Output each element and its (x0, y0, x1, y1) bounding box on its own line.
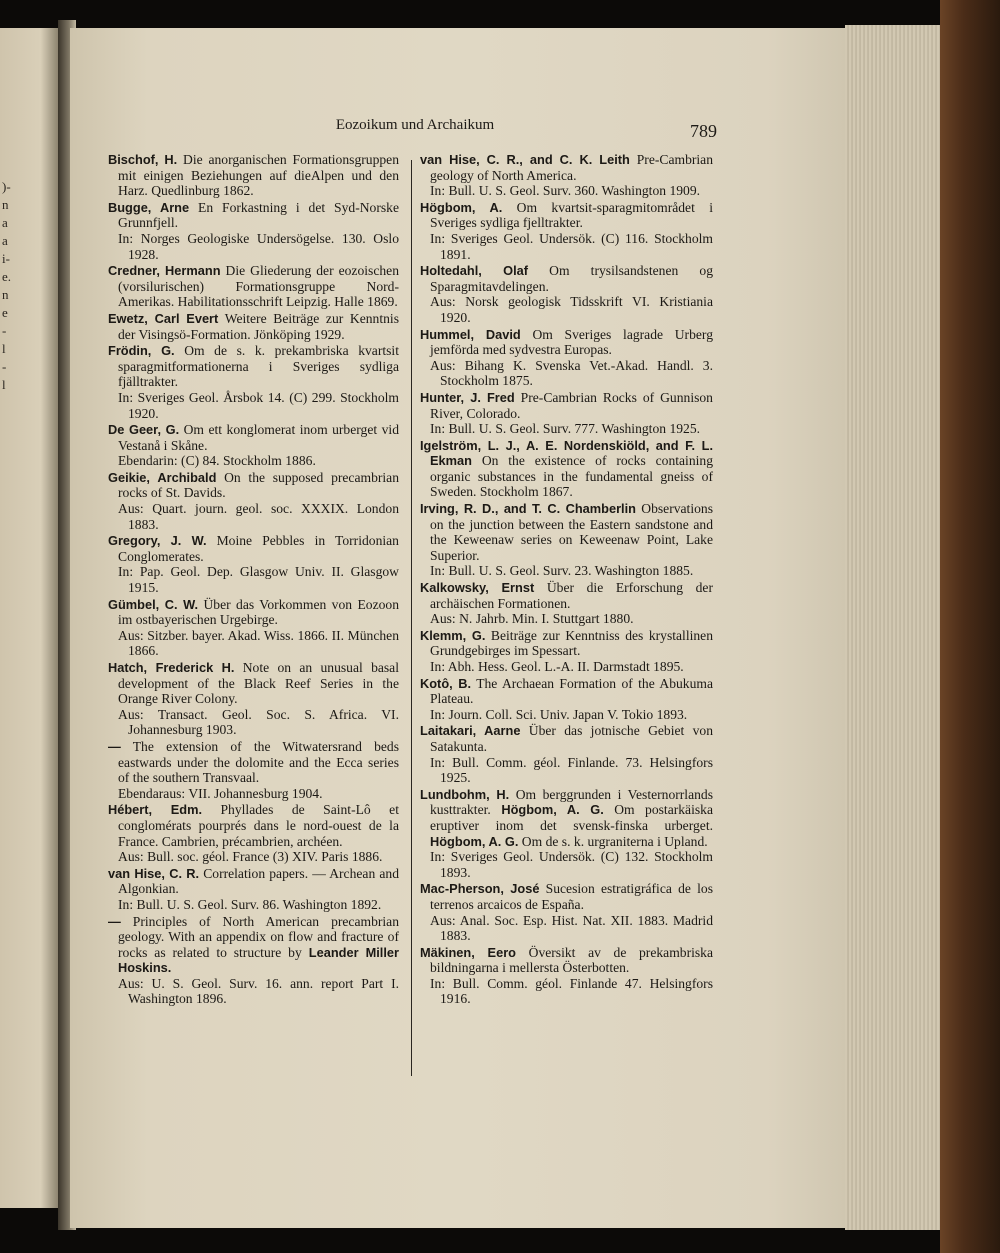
page-edges (845, 25, 940, 1230)
entry-title: Die anorganischen Formationsgruppen mit einigen Beziehungen auf dieAlpen und den Harz. Quedlinburg 1862. (118, 152, 399, 199)
bibliography-entry (420, 676, 713, 723)
entry-title: Översikt av de prekambriska bildningarna i mellersta Österbotten. (430, 944, 713, 976)
entry-author: Irving, R. D., and T. C. Chamberlin (420, 501, 636, 517)
entry-author: Gümbel, C. W. (108, 596, 199, 612)
entry-title: Om postarkäiska eruptiver inom det svensk-finska urberget. (430, 802, 713, 833)
bibliography-entry (108, 597, 399, 659)
bibliography-entry (420, 200, 713, 262)
entry-author: Frödin, G. (108, 343, 175, 359)
entry-citation (108, 660, 399, 707)
entry-coauthor: Högbom, A. G. (430, 833, 519, 849)
entry-source: In: Bull. Comm. géol. Finlande. 73. Helsingfors 1925. (430, 754, 713, 786)
entry-title: Correlation papers. — Archean and Algonkian. (118, 865, 399, 897)
fragment: - (2, 359, 7, 374)
entry-author: Ewetz, Carl Evert (108, 310, 219, 326)
fragment: i- (2, 251, 10, 266)
fragment: l (2, 341, 6, 356)
entry-author: Hummel, David (420, 326, 521, 342)
fragment: n (2, 197, 9, 212)
entry-source: Ebendarin: (C) 84. Stockholm 1886. (118, 453, 316, 469)
entry-source: In: Norges Geologiske Undersögelse. 130. Oslo 1928. (118, 230, 399, 262)
entry-author: Högbom, A. (420, 199, 503, 215)
entry-title: Om Sveriges lagrade Urberg jemförda med sydvestra Europas. (430, 326, 713, 358)
bibliography-entry (108, 343, 399, 421)
facing-page (0, 28, 58, 1208)
bibliography-entry (420, 881, 713, 943)
entry-title: Phyllades de Saint-Lô et conglomérats pourprés dans le nord-ouest de la France. Cambrien, précambrien, archéen. (118, 802, 399, 849)
bibliography-entry (108, 533, 399, 595)
fragment: a (2, 215, 8, 230)
bibliography-entry (108, 866, 399, 913)
entry-author: Igelström, L. J., A. E. Nordenskiöld, and F. L. Ekman (420, 437, 713, 469)
entry-author: van Hise, C. R., and C. K. Leith (420, 152, 630, 167)
entry-citation (108, 533, 399, 564)
entry-coauthor: Leander Miller Hoskins. (118, 944, 399, 976)
entry-title: Om trysilsandstenen og Sparagmitavdelingen. (430, 263, 713, 294)
entry-source: In: Abh. Hess. Geol. L.-A. II. Darmstadt 1895. (430, 659, 684, 674)
column-divider (411, 160, 412, 1076)
entry-source: In: Bull. Comm. géol. Finlande 47. Helsingfors 1916. (430, 975, 713, 1007)
entry-citation (420, 200, 713, 231)
bibliography-entry (420, 723, 713, 785)
bibliography-entry (420, 438, 713, 500)
entry-source: Aus: Quart. journ. geol. soc. XXXIX. London 1883. (118, 501, 399, 532)
bibliography-entry (420, 580, 713, 627)
running-header: Eozoikum und Archaikum (335, 117, 495, 133)
entry-author: Laitakari, Aarne (420, 723, 521, 739)
entry-author: Kotô, B. (420, 675, 472, 691)
bibliography-entry (108, 422, 399, 469)
bibliography-entry (108, 200, 399, 262)
bibliography-entry (108, 263, 399, 310)
entry-coauthor: Högbom, A. G. (490, 802, 604, 818)
entry-title: Note on an unusual basal development of the Black Reef Series in the Orange River Colony. (118, 660, 399, 707)
entry-author: Hatch, Frederick H. (108, 660, 235, 675)
entry-author: Holtedahl, Olaf (420, 263, 529, 279)
fragment: a (2, 233, 8, 248)
entry-citation (108, 343, 399, 390)
entry-title: Om ett konglomerat inom urberget vid Vestanå i Skåne. (118, 422, 399, 453)
entry-citation (420, 501, 713, 563)
bibliography-entry (108, 660, 399, 738)
fragment: )- (2, 179, 11, 194)
entry-source: Aus: Bull. soc. géol. France (3) XIV. Paris 1886. (118, 849, 383, 865)
entry-author: Hunter, J. Fred (420, 389, 515, 405)
bibliography-entry (108, 739, 399, 801)
entry-author: Kalkowsky, Ernst (420, 580, 535, 596)
entry-author: Credner, Hermann (108, 263, 221, 279)
entry-author: Mac-Pherson, José (420, 881, 540, 897)
left-column (108, 152, 399, 1008)
entry-citation (108, 311, 399, 342)
entry-source: In: Journ. Coll. Sci. Univ. Japan V. Tokio 1893. (430, 706, 688, 722)
entry-title: Om kvartsit-sparagmitområdet i Sveriges sydliga fjelltrakter. (430, 199, 713, 231)
entry-source: In: Bull. U. S. Geol. Surv. 777. Washington 1925. (430, 421, 701, 437)
entry-title: Observations on the junction between the Eastern sandstone and the Keweenaw series on Keweenaw Point, Lake Superior. (430, 501, 713, 563)
bibliography-entry (108, 802, 399, 864)
entry-title: On the supposed precambrian rocks of St. Davids. (118, 469, 399, 501)
entry-citation (420, 580, 713, 611)
entry-title: On the existence of rocks containing organic substances in the fundamental gneiss of Sweden. Stockholm 1867. (430, 453, 713, 500)
entry-source: Aus: Anal. Soc. Esp. Hist. Nat. XII. 1883. Madrid 1883. (430, 912, 713, 944)
book-cover (940, 0, 1000, 1253)
entry-source: In: Sveriges Geol. Undersök. (C) 116. Stockholm 1891. (430, 230, 713, 262)
entry-citation (420, 881, 713, 912)
entry-citation (420, 628, 713, 659)
entry-title: Principles of North American precambrian geology. With an appendix on flow and fracture of rocks as related to structure by (118, 913, 399, 960)
entry-source: Aus: Bihang K. Svenska Vet.-Akad. Handl. 3. Stockholm 1875. (430, 357, 713, 389)
entry-title: The Archaean Formation of the Abukuma Plateau. (430, 675, 714, 707)
entry-citation (108, 739, 399, 786)
entry-source: Aus: Sitzber. bayer. Akad. Wiss. 1866. II. München 1866. (118, 627, 399, 659)
entry-title: Pre-Cambrian Rocks of Gunnison River, Colorado. (430, 389, 713, 421)
bibliography-entry (108, 914, 399, 1008)
entry-source: In: Sveriges Geol. Årsbok 14. (C) 299. Stockholm 1920. (118, 389, 399, 421)
entry-title: En Forkastning i det Syd-Norske Grunnfjell. (118, 199, 399, 231)
entry-source: Aus: U. S. Geol. Surv. 16. ann. report Part I. Washington 1896. (118, 975, 399, 1007)
entry-title: The extension of the Witwatersrand beds eastwards under the dolomite and the Ecca series of the southern Transvaal. (118, 738, 399, 786)
entry-citation (108, 802, 399, 849)
bibliography-entry (420, 787, 713, 881)
entry-author: Gregory, J. W. (108, 533, 207, 549)
entry-citation (420, 787, 713, 849)
right-column (420, 152, 713, 1008)
entry-citation (108, 597, 399, 628)
entry-source: Aus: N. Jahrb. Min. I. Stuttgart 1880. (430, 611, 634, 627)
entry-citation (108, 263, 399, 310)
entry-title: Die Gliederung der eozoischen (vorsilurischen) Formationsgruppe Nord-Amerikas. Habilitationsschrift Leipzig. Halle 1869. (118, 263, 399, 310)
entry-author: Bischof, H. (108, 152, 178, 167)
entry-citation (108, 200, 399, 231)
entry-source: In: Pap. Geol. Dep. Glasgow Univ. II. Glasgow 1915. (118, 564, 399, 596)
entry-author: Lundbohm, H. (420, 786, 510, 802)
bibliography-entry (108, 152, 399, 199)
entry-citation (108, 152, 399, 199)
entry-citation (108, 422, 399, 453)
entry-citation (420, 263, 713, 294)
fragment: - (2, 323, 7, 338)
fragment: e. (2, 269, 12, 284)
entry-citation (420, 723, 713, 754)
entry-source: In: Bull. U. S. Geol. Surv. 360. Washington 1909. (430, 183, 701, 199)
entry-author: — (108, 738, 121, 754)
entry-author: Mäkinen, Eero (420, 944, 516, 960)
entry-citation (420, 676, 713, 707)
entry-source: Aus: Transact. Geol. Soc. S. Africa. VI. Johannesburg 1903. (118, 706, 399, 738)
entry-title: Über das jotnische Gebiet von Satakunta. (430, 723, 714, 754)
entry-author: — (108, 913, 121, 929)
fragment: l (2, 377, 6, 392)
bibliography-entry (420, 945, 713, 1007)
entry-author: Klemm, G. (420, 627, 486, 643)
entry-source: Ebendaraus: VII. Johannesburg 1904. (118, 785, 323, 801)
entry-citation (108, 470, 399, 501)
entry-title: Über das Vorkommen von Eozoon im ostbayerischen Urgebirge. (118, 596, 399, 628)
entry-source: In: Bull. U. S. Geol. Surv. 23. Washington 1885. (430, 563, 694, 579)
page-number: 789 (690, 121, 717, 141)
bibliography-entry (420, 501, 713, 579)
fragment: e (2, 305, 8, 320)
facing-page-text-fragments (2, 178, 16, 394)
entry-author: van Hise, C. R. (108, 865, 200, 881)
entry-title: Moine Pebbles in Torridonian Conglomerates. (118, 533, 399, 564)
entry-citation (420, 945, 713, 976)
entry-citation (108, 914, 399, 976)
entry-citation (420, 327, 713, 358)
entry-title: Weitere Beiträge zur Kenntnis der Visingsö-Formation. Jönköping 1929. (118, 310, 399, 342)
bibliography-entry (108, 311, 399, 342)
fragment: n (2, 287, 9, 302)
entry-title: Über die Erforschung der archäischen Formationen. (430, 580, 713, 611)
entry-source: In: Sveriges Geol. Undersök. (C) 132. Stockholm 1893. (430, 849, 713, 880)
entry-author: De Geer, G. (108, 422, 180, 438)
entry-title: Om de s. k. prekambriska kvartsit sparagmitformationerna i Sveriges sydliga fjälltrakter. (118, 343, 399, 390)
entry-source: Aus: Norsk geologisk Tidsskrift VI. Kristiania 1920. (430, 294, 713, 325)
entry-source: In: Bull. U. S. Geol. Surv. 86. Washington 1892. (118, 896, 382, 912)
entry-citation (420, 438, 713, 500)
entry-title: Om de s. k. urgraniterna i Upland. (518, 833, 708, 849)
entry-citation (108, 866, 399, 897)
bibliography-entry (420, 390, 713, 437)
entry-title: Pre-Cambrian geology of North America. (430, 152, 713, 183)
bibliography-entry (420, 152, 713, 199)
entry-citation (420, 390, 713, 421)
entry-author: Geikie, Archibald (108, 469, 217, 485)
bibliography-entry (420, 263, 713, 325)
bibliography-entry (420, 327, 713, 389)
entry-title: Sucesion estratigráfica de los terrenos arcaicos de España. (430, 881, 713, 912)
entry-author: Hébert, Edm. (108, 802, 203, 818)
bibliography-entry (420, 628, 713, 675)
entry-title: Om berggrunden i Vesternorrlands kusttrakter. (430, 786, 713, 818)
entry-citation (420, 152, 713, 183)
bibliography-entry (108, 470, 399, 532)
entry-author: Bugge, Arne (108, 199, 190, 215)
entry-title: Beiträge zur Kenntniss des krystallinen Grundgebirges im Spessart. (430, 627, 713, 659)
